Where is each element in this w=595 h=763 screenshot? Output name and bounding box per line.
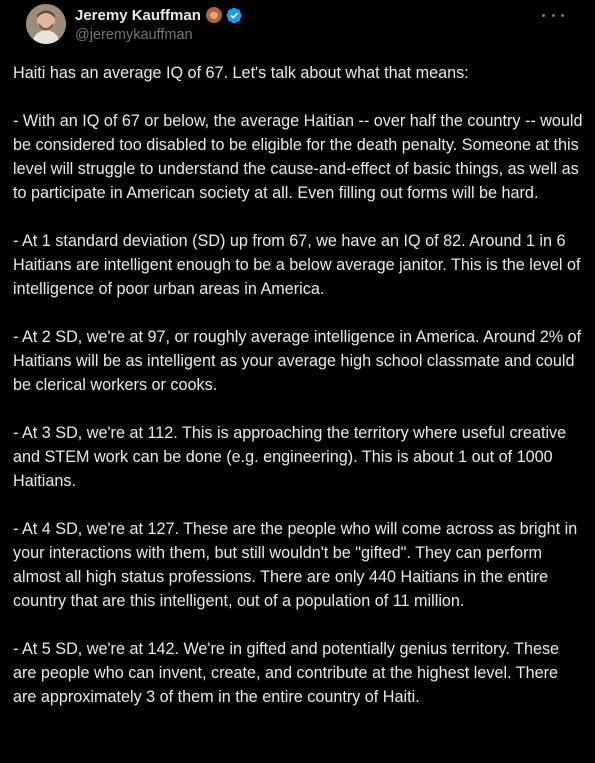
tweet-paragraph: - With an IQ of 67 or below, the average Haitian -- over half the country -- would be considered too disabled to be eligible for the death penalty. Someone at this level will struggle to understand the cause-and-effect of basic things, as well as to participate in American society at all. Even filling out forms will be hard. — [13, 112, 583, 202]
tweet-paragraph: Haiti has an average IQ of 67. Let's talk about what that means: — [13, 64, 469, 82]
tweet-paragraph: - At 4 SD, we're at 127. These are the people who will come across as bright in your interactions with them, but still wouldn't be "gifted". They can perform almost all high status professions. There are only 440 Haitians in the entire country that are this intelligent, out of a population of 11 million. — [13, 520, 578, 610]
tweet-header — [13, 0, 582, 52]
tweet-paragraph: - At 1 standard deviation (SD) up from 67, we have an IQ of 82. Around 1 in 6 Haitians are intelligent enough to be a below average janitor. This is the level of intelligence of poor urban areas in America. — [13, 232, 581, 298]
verified-badge-icon — [226, 7, 243, 24]
tweet-paragraph: - At 5 SD, we're at 142. We're in gifted and potentially genius territory. These are people who can invent, create, and contribute at the highest level. There are approximately 3 of them in the entire country of Haiti. — [13, 640, 560, 706]
tweet-paragraph: - At 2 SD, we're at 97, or roughly average intelligence in America. Around 2% of Haitians will be as intelligent as your average high school classmate and could be clerical workers or cooks. — [13, 328, 582, 394]
display-name[interactable]: Jeremy Kauffman — [75, 6, 201, 24]
avatar-image — [26, 4, 66, 44]
monkey-emoji-icon — [206, 7, 222, 23]
handle[interactable]: @jeremykauffman — [75, 27, 193, 43]
author-info — [75, 6, 243, 43]
more-options-icon[interactable] — [542, 8, 564, 22]
name-row — [75, 6, 243, 24]
tweet-paragraph: - At 3 SD, we're at 112. This is approaching the territory where useful creative and STEM work can be done (e.g. engineering). This is about 1 out of 1000 Haitians. — [13, 424, 567, 490]
tweet-text — [13, 61, 583, 733]
avatar[interactable] — [26, 4, 66, 44]
